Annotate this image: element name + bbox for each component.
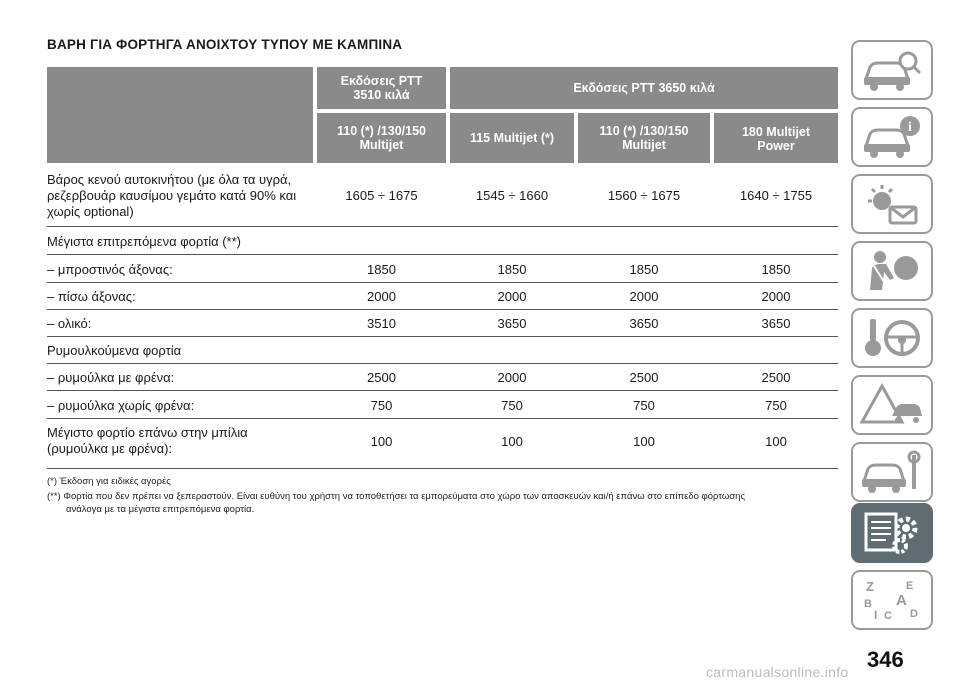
- row-divider: [47, 226, 838, 227]
- table-row-label: – πίσω άξονας:: [47, 289, 136, 304]
- row-divider: [47, 468, 838, 469]
- group-header-3510: Εκδόσεις PTT 3510 κιλά: [317, 67, 446, 109]
- svg-text:A: A: [896, 592, 907, 609]
- table-cell: 1850: [367, 262, 396, 277]
- table-row-label: Ρυμουλκούμενα φορτία: [47, 343, 182, 358]
- side-tab-index[interactable]: [851, 570, 933, 630]
- car-wrench-icon: [860, 449, 924, 495]
- page-number: 346: [867, 647, 904, 672]
- warning-lights-icon: [860, 181, 924, 227]
- side-tab-key-steering[interactable]: [851, 308, 933, 368]
- table-cell: 100: [633, 434, 655, 449]
- table-cell: 2500: [367, 370, 396, 385]
- table-cell: 750: [370, 398, 393, 413]
- row-divider: [47, 282, 838, 283]
- table-cell: 3510: [367, 316, 396, 331]
- row-divider: [47, 363, 838, 364]
- table-row-label: – ολικό:: [47, 316, 92, 331]
- svg-text:Z: Z: [866, 579, 874, 594]
- table-cell: 2000: [761, 289, 791, 304]
- group-header-3650: Εκδόσεις PTT 3650 κιλά: [450, 67, 838, 109]
- table-cell: 750: [765, 398, 787, 413]
- svg-text:D: D: [910, 608, 918, 620]
- column-header-1: 110 (*) /130/150 Multijet: [317, 113, 446, 163]
- footnote-1: (*) Έκδοση για ειδικές αγορές: [47, 476, 171, 487]
- side-tab-car-info[interactable]: [851, 107, 933, 167]
- side-tab-car-search[interactable]: [851, 40, 933, 100]
- side-tab-car-warning[interactable]: [851, 375, 933, 435]
- footnote-2-continued: ανάλογα με τα μέγιστα επιτρεπόμενα φορτία.: [66, 504, 255, 515]
- svg-text:E: E: [906, 580, 914, 592]
- alphabetical-index-icon: [860, 577, 924, 623]
- table-cell: 2500: [761, 370, 791, 385]
- table-cell: 2000: [629, 289, 659, 304]
- table-cell: 1850: [497, 262, 527, 277]
- column-header-3: 110 (*) /130/150 Multijet: [578, 113, 710, 163]
- svg-text:i: i: [908, 120, 912, 135]
- row-divider: [47, 390, 838, 391]
- table-header-blank: [47, 67, 313, 163]
- table-row-label: Μέγιστο φορτίο επάνω στην μπίλια (ρυμούλκα με φρένα):: [47, 425, 248, 456]
- table-cell: 750: [633, 398, 655, 413]
- table-cell: 1605 ÷ 1675: [345, 188, 418, 203]
- row-divider: [47, 336, 838, 337]
- table-cell: 3650: [629, 316, 659, 331]
- table-cell: 100: [765, 434, 787, 449]
- table-cell: 1545 ÷ 1660: [475, 188, 549, 203]
- table-cell: 2000: [367, 289, 396, 304]
- car-search-icon: [860, 47, 924, 93]
- table-row-label: Βάρος κενού αυτοκινήτου (με όλα τα υγρά, ρεζερβουάρ καυσίμου γεμάτο κατά 90% και χωρίς optional): [47, 172, 297, 219]
- table-cell: 750: [501, 398, 523, 413]
- side-tab-technical-data[interactable]: [851, 503, 933, 563]
- table-cell: 1560 ÷ 1675: [607, 188, 681, 203]
- table-cell: 1850: [761, 262, 791, 277]
- table-row-label: – ρυμούλκα με φρένα:: [47, 370, 175, 385]
- footnote-2: (**) Φορτία που δεν πρέπει να ξεπεραστούν. Είναι ευθύνη του χρήστη να τοποθετήσει τα εμπορεύματα στο χώρο των αποσκευών και/ή επάνω στο επίπεδο φόρτωσης: [47, 491, 746, 502]
- watermark: carmanualsonline.info: [706, 664, 849, 680]
- table-cell: 3650: [497, 316, 527, 331]
- car-info-icon: [860, 114, 924, 160]
- svg-text:B: B: [864, 598, 872, 610]
- side-tab-car-wrench[interactable]: [851, 442, 933, 502]
- table-cell: 1640 ÷ 1755: [739, 188, 813, 203]
- table-cell: 1850: [629, 262, 659, 277]
- column-header-4: 180 Multijet Power: [714, 113, 838, 163]
- table-row-label: Μέγιστα επιτρεπόμενα φορτία (**): [47, 234, 242, 249]
- key-steering-wheel-icon: [860, 315, 924, 361]
- page-title: ΒΑΡΗ ΓΙΑ ΦΟΡΤΗΓΑ ΑΝΟΙΧΤΟΥ ΤΥΠΟΥ ΜΕ ΚΑΜΠΙΝΑ: [47, 37, 403, 52]
- table-cell: 2000: [497, 289, 527, 304]
- car-warning-triangle-icon: [860, 382, 924, 428]
- column-header-2: 115 Multijet (*): [450, 113, 574, 163]
- table-cell: 100: [501, 434, 523, 449]
- side-tab-warning-lights[interactable]: [851, 174, 933, 234]
- seatbelt-airbag-icon: [860, 248, 924, 294]
- row-divider: [47, 254, 838, 255]
- table-row-label: – ρυμούλκα χωρίς φρένα:: [47, 398, 195, 413]
- technical-data-icon: [860, 510, 924, 556]
- row-divider: [47, 418, 838, 419]
- table-cell: 100: [370, 434, 393, 449]
- table-cell: 2000: [497, 370, 527, 385]
- table-cell: 2500: [629, 370, 659, 385]
- side-tab-seatbelt-airbag[interactable]: [851, 241, 933, 301]
- table-cell: 3650: [761, 316, 791, 331]
- svg-text:C: C: [884, 610, 892, 622]
- row-divider: [47, 309, 838, 310]
- table-row-label: – μπροστινός άξονας:: [47, 262, 173, 277]
- svg-text:I: I: [874, 608, 878, 622]
